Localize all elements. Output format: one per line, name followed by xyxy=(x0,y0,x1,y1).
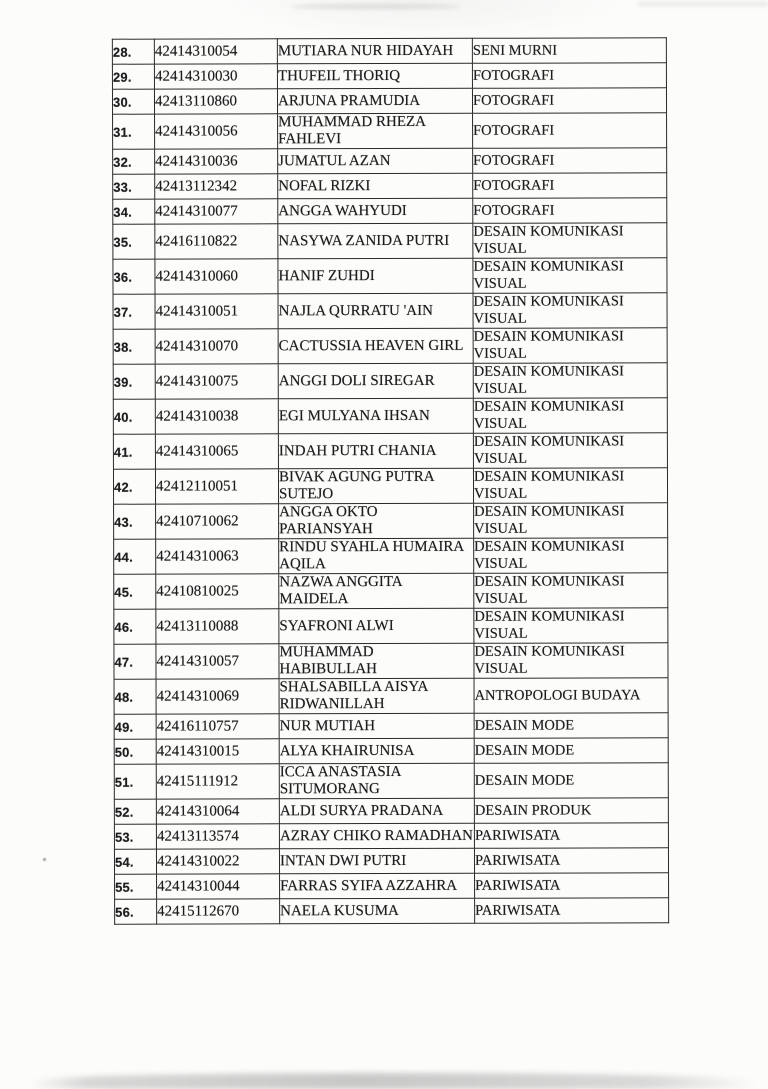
student-id-cell xyxy=(156,764,279,799)
student-id-cell xyxy=(156,739,279,764)
student-id: 42414310069 xyxy=(156,687,240,705)
student-id-cell xyxy=(155,149,278,174)
program-cell xyxy=(474,763,668,799)
student-name-cell xyxy=(279,738,474,764)
student-id-cell xyxy=(156,849,279,874)
table-row xyxy=(112,38,666,64)
student-name: THUFEIL THORIQ xyxy=(277,67,401,84)
program-cell xyxy=(474,503,668,539)
row-number: 48. xyxy=(114,689,134,705)
program-name: DESAIN KOMUNIKASI VISUAL xyxy=(474,503,625,537)
student-id-cell xyxy=(157,874,280,899)
student-name-cell xyxy=(278,223,473,259)
row-number-cell xyxy=(113,149,155,174)
student-name: MUHAMMAD RHEZA FAHLEVI xyxy=(278,113,427,148)
program-cell xyxy=(474,713,668,739)
student-name-cell xyxy=(279,573,474,609)
program-cell xyxy=(473,223,667,259)
student-name-cell xyxy=(280,898,475,924)
row-number: 52. xyxy=(114,804,134,820)
student-id-cell xyxy=(155,469,278,504)
program-cell xyxy=(473,173,667,199)
program-name: FOTOGRAFI xyxy=(472,92,555,109)
program-cell xyxy=(473,148,667,174)
row-number-cell xyxy=(114,739,156,764)
student-name: NASYWA ZANIDA PUTRI xyxy=(278,232,450,249)
student-id: 42414310075 xyxy=(155,372,239,390)
student-name-cell xyxy=(280,873,475,899)
row-number-cell xyxy=(114,764,156,799)
row-number-cell xyxy=(114,824,156,849)
student-name-cell xyxy=(279,678,474,714)
student-name-cell xyxy=(278,258,473,294)
program-name: PARIWISATA xyxy=(474,827,561,844)
student-name-cell xyxy=(278,113,473,149)
row-number-cell xyxy=(114,849,156,874)
student-name: MUHAMMAD HABIBULLAH xyxy=(279,644,378,678)
student-name-cell xyxy=(279,713,474,739)
student-name: AZRAY CHIKO RAMADHAN xyxy=(279,827,474,844)
program-name: ANTROPOLOGI BUDAYA xyxy=(474,686,641,704)
row-number: 50. xyxy=(114,744,134,760)
row-number: 45. xyxy=(114,584,133,600)
row-number-cell xyxy=(113,259,155,294)
table-row xyxy=(114,643,668,679)
student-name: ALDI SURYA PRADANA xyxy=(279,802,444,819)
student-name-cell xyxy=(279,848,474,874)
row-number-cell xyxy=(113,364,155,399)
student-name-cell xyxy=(278,468,473,504)
program-cell xyxy=(472,38,666,64)
student-id-cell xyxy=(157,899,280,924)
program-name: DESAIN KOMUNIKASI VISUAL xyxy=(473,223,624,257)
student-id: 42414310077 xyxy=(155,202,238,220)
student-id: 42410710062 xyxy=(156,512,239,530)
student-id-cell xyxy=(156,644,279,679)
student-name: ICCA ANASTASIA SITUMORANG xyxy=(279,763,402,798)
row-number-cell xyxy=(113,224,155,259)
student-name-cell xyxy=(279,763,474,799)
student-id: 42414310015 xyxy=(156,742,240,760)
table-row xyxy=(114,503,668,539)
program-cell xyxy=(473,258,667,294)
student-id-cell xyxy=(156,679,279,714)
program-name: DESAIN KOMUNIKASI VISUAL xyxy=(474,608,625,642)
student-name-cell xyxy=(278,148,473,174)
row-number-cell xyxy=(113,469,155,504)
row-number-cell xyxy=(113,434,155,469)
program-cell xyxy=(473,293,667,329)
student-id: 42413113574 xyxy=(156,827,239,845)
student-name: ANGGA OKTO PARIANSYAH xyxy=(279,504,378,538)
student-id: 42414310065 xyxy=(155,442,239,460)
student-id: 42414310056 xyxy=(155,122,238,140)
program-name: DESAIN KOMUNIKASI VISUAL xyxy=(473,293,624,327)
program-cell xyxy=(474,573,668,609)
row-number: 30. xyxy=(112,94,132,110)
student-id-cell xyxy=(155,259,278,294)
student-name-cell xyxy=(278,328,473,364)
table-row xyxy=(114,848,668,874)
table-row xyxy=(113,148,667,174)
row-number-cell xyxy=(113,294,155,329)
student-name: NAELA KUSUMA xyxy=(280,902,399,919)
table-row xyxy=(115,898,669,924)
program-name: FOTOGRAFI xyxy=(473,177,555,194)
program-cell xyxy=(474,848,668,874)
program-name: DESAIN KOMUNIKASI VISUAL xyxy=(473,468,625,502)
student-name: INTAN DWI PUTRI xyxy=(279,852,407,869)
student-name-cell xyxy=(278,398,473,434)
student-name: JUMATUL AZAN xyxy=(278,152,391,169)
row-number: 42. xyxy=(113,479,133,495)
student-roster-table xyxy=(112,37,669,924)
student-id-cell xyxy=(156,504,279,539)
student-id: 42412110051 xyxy=(155,477,238,495)
student-name: ANGGA WAHYUDI xyxy=(278,202,407,219)
student-id: 42414310064 xyxy=(156,802,240,820)
row-number: 54. xyxy=(114,854,134,870)
program-cell xyxy=(473,433,667,469)
table-row xyxy=(113,468,667,504)
row-number: 29. xyxy=(112,69,132,85)
student-id: 42413110088 xyxy=(156,617,239,635)
student-id-cell xyxy=(156,539,279,574)
program-cell xyxy=(475,873,669,899)
row-number-cell xyxy=(114,504,156,539)
student-id: 42414310063 xyxy=(156,547,239,565)
table-row xyxy=(113,223,667,259)
program-name: FOTOGRAFI xyxy=(472,67,555,84)
program-name: DESAIN KOMUNIKASI VISUAL xyxy=(474,643,625,677)
student-id-cell xyxy=(155,114,278,149)
student-id: 42410810025 xyxy=(156,582,239,600)
student-name: RINDU SYAHLA HUMAIRA AQILA xyxy=(279,538,465,573)
program-cell xyxy=(472,63,666,89)
student-id: 42415111912 xyxy=(156,772,239,790)
program-name: DESAIN MODE xyxy=(474,742,575,759)
student-id: 42416110822 xyxy=(155,232,238,250)
program-cell xyxy=(474,643,668,679)
table-row xyxy=(113,328,667,364)
row-number: 32. xyxy=(113,154,132,170)
student-id: 42414310054 xyxy=(154,42,238,60)
program-name: DESAIN KOMUNIKASI VISUAL xyxy=(473,433,625,467)
student-name-cell xyxy=(279,503,474,539)
student-name: FARRAS SYIFA AZZAHRA xyxy=(280,877,458,894)
row-number: 36. xyxy=(113,269,133,285)
table-row xyxy=(113,293,667,329)
student-name: SHALSABILLA AISYA RIDWANILLAH xyxy=(279,678,429,713)
table-row xyxy=(114,713,668,739)
program-name: DESAIN KOMUNIKASI VISUAL xyxy=(473,398,625,432)
student-name-cell xyxy=(279,823,474,849)
student-id-cell xyxy=(155,329,278,364)
row-number: 51. xyxy=(114,774,134,790)
row-number: 37. xyxy=(113,304,133,320)
student-name: NUR MUTIAH xyxy=(279,717,376,734)
student-name: HANIF ZUHDI xyxy=(278,267,375,284)
row-number: 47. xyxy=(114,654,134,670)
student-name: NAZWA ANGGITA MAIDELA xyxy=(279,573,402,608)
student-name: EGI MULYANA IHSAN xyxy=(278,407,430,424)
row-number: 55. xyxy=(115,879,134,895)
student-name: ALYA KHAIRUNISA xyxy=(279,742,415,759)
program-name: DESAIN KOMUNIKASI VISUAL xyxy=(474,573,625,607)
student-id-cell xyxy=(155,434,278,469)
table-row xyxy=(113,113,667,149)
student-name: SYAFRONI ALWI xyxy=(279,617,394,634)
student-name-cell xyxy=(277,88,472,114)
row-number: 43. xyxy=(114,514,133,530)
program-name: SENI MURNI xyxy=(472,42,558,59)
student-id: 42416110757 xyxy=(156,717,239,735)
program-name: DESAIN KOMUNIKASI VISUAL xyxy=(474,538,625,572)
row-number-cell xyxy=(113,114,155,149)
program-name: PARIWISATA xyxy=(475,902,561,919)
student-name: NAJLA QURRATU 'AIN xyxy=(278,302,433,319)
row-number: 49. xyxy=(114,719,134,735)
row-number-cell xyxy=(113,199,155,224)
student-name-cell xyxy=(279,608,474,644)
student-id-cell xyxy=(155,174,278,199)
student-name-cell xyxy=(279,538,474,574)
program-name: PARIWISATA xyxy=(475,877,561,894)
row-number: 39. xyxy=(113,374,133,390)
student-name: NOFAL RIZKI xyxy=(278,177,371,194)
row-number-cell xyxy=(113,329,155,364)
student-name: CACTUSSIA HEAVEN GIRL xyxy=(278,337,464,354)
student-name: INDAH PUTRI CHANIA xyxy=(278,442,437,459)
program-cell xyxy=(473,113,667,149)
program-name: FOTOGRAFI xyxy=(473,152,555,169)
row-number-cell xyxy=(113,399,155,434)
row-number-cell xyxy=(112,64,154,89)
student-name: ARJUNA PRAMUDIA xyxy=(277,92,421,109)
table-row xyxy=(113,173,667,199)
student-id: 42414310070 xyxy=(155,337,239,355)
student-name-cell xyxy=(279,798,474,824)
student-id: 42414310044 xyxy=(157,877,240,895)
student-name-cell xyxy=(278,363,473,399)
row-number-cell xyxy=(114,539,156,574)
scan-artifact-top xyxy=(290,4,460,9)
student-id-cell xyxy=(156,714,279,739)
row-number-cell xyxy=(115,899,157,924)
student-name-cell xyxy=(278,198,473,224)
student-name: BIVAK AGUNG PUTRA SUTEJO xyxy=(278,468,435,503)
program-name: FOTOGRAFI xyxy=(473,202,555,219)
student-id: 42415112670 xyxy=(157,902,240,920)
student-id: 42413110860 xyxy=(154,92,237,110)
student-name-cell xyxy=(278,433,473,469)
student-id-cell xyxy=(155,224,278,259)
student-id-cell xyxy=(154,64,277,89)
program-name: PARIWISATA xyxy=(474,852,561,869)
program-cell xyxy=(473,398,667,434)
table-row xyxy=(114,763,668,799)
program-name: DESAIN KOMUNIKASI VISUAL xyxy=(473,328,624,362)
student-id-cell xyxy=(154,89,277,114)
row-number: 46. xyxy=(114,619,134,635)
student-id-cell xyxy=(155,399,278,434)
table-row xyxy=(113,198,667,224)
table-row xyxy=(114,798,668,824)
row-number-cell xyxy=(115,874,157,899)
program-name: DESAIN PRODUK xyxy=(474,801,592,819)
table-row xyxy=(114,823,668,849)
student-name-cell xyxy=(278,173,473,199)
table-row xyxy=(113,363,667,399)
student-id: 42414310060 xyxy=(155,267,238,285)
table-row xyxy=(114,738,668,764)
student-id: 42414310036 xyxy=(155,152,238,170)
program-cell xyxy=(474,608,668,644)
program-cell xyxy=(474,678,668,714)
row-number-cell xyxy=(112,39,154,64)
row-number: 41. xyxy=(113,444,133,460)
row-number-cell xyxy=(114,714,156,739)
program-cell xyxy=(474,538,668,574)
row-number-cell xyxy=(114,609,156,644)
program-name: DESAIN KOMUNIKASI VISUAL xyxy=(473,258,624,292)
table-row xyxy=(113,398,667,434)
program-name: FOTOGRAFI xyxy=(473,122,555,139)
student-name-cell xyxy=(277,63,472,89)
program-cell xyxy=(474,798,668,824)
table-body xyxy=(112,38,668,924)
program-cell xyxy=(473,198,667,224)
row-number: 56. xyxy=(115,904,134,920)
student-name: MUTIARA NUR HIDAYAH xyxy=(277,42,454,59)
table-row xyxy=(113,258,667,294)
row-number: 31. xyxy=(113,124,132,140)
table-row xyxy=(114,573,668,609)
row-number: 28. xyxy=(112,44,132,60)
program-name: DESAIN MODE xyxy=(474,772,575,789)
student-name: ANGGI DOLI SIREGAR xyxy=(278,372,435,389)
table-row xyxy=(114,538,668,574)
table-row xyxy=(113,433,667,469)
student-id: 42414310030 xyxy=(154,67,238,85)
program-cell xyxy=(472,88,666,114)
table-row xyxy=(112,88,666,114)
table-row xyxy=(115,873,669,899)
program-name: DESAIN KOMUNIKASI VISUAL xyxy=(473,363,624,397)
row-number: 35. xyxy=(113,234,133,250)
student-name-cell xyxy=(279,643,474,679)
student-id-cell xyxy=(154,39,277,64)
row-number-cell xyxy=(112,89,154,114)
program-cell xyxy=(473,363,667,399)
program-cell xyxy=(473,328,667,364)
table-row xyxy=(114,608,668,644)
row-number-cell xyxy=(113,174,155,199)
program-cell xyxy=(474,823,668,849)
program-name: DESAIN MODE xyxy=(474,717,575,734)
row-number: 53. xyxy=(114,829,134,845)
program-cell xyxy=(473,468,667,504)
student-id: 42414310038 xyxy=(155,407,239,425)
student-id-cell xyxy=(156,799,279,824)
table-row xyxy=(112,63,666,89)
student-id: 42414310051 xyxy=(155,302,239,320)
student-id-cell xyxy=(155,364,278,399)
student-id-cell xyxy=(155,294,278,329)
row-number: 38. xyxy=(113,339,133,355)
row-number-cell xyxy=(114,679,156,714)
student-id-cell xyxy=(156,609,279,644)
scan-artifact-top-right xyxy=(638,2,768,6)
student-id: 42414310057 xyxy=(156,652,239,670)
row-number: 44. xyxy=(114,549,133,565)
student-id-cell xyxy=(155,199,278,224)
student-id-cell xyxy=(156,574,279,609)
row-number-cell xyxy=(114,574,156,609)
program-cell xyxy=(474,738,668,764)
program-cell xyxy=(475,898,669,924)
student-name-cell xyxy=(277,38,472,64)
row-number: 40. xyxy=(113,409,133,425)
student-name-cell xyxy=(278,293,473,329)
student-id: 42413112342 xyxy=(155,177,238,195)
row-number-cell xyxy=(114,644,156,679)
table-row xyxy=(114,678,668,714)
row-number: 33. xyxy=(113,179,132,195)
row-number-cell xyxy=(114,799,156,824)
student-id: 42414310022 xyxy=(156,852,240,870)
scan-artifact-margin-dot xyxy=(43,858,46,861)
row-number: 34. xyxy=(113,204,132,220)
student-id-cell xyxy=(156,824,279,849)
